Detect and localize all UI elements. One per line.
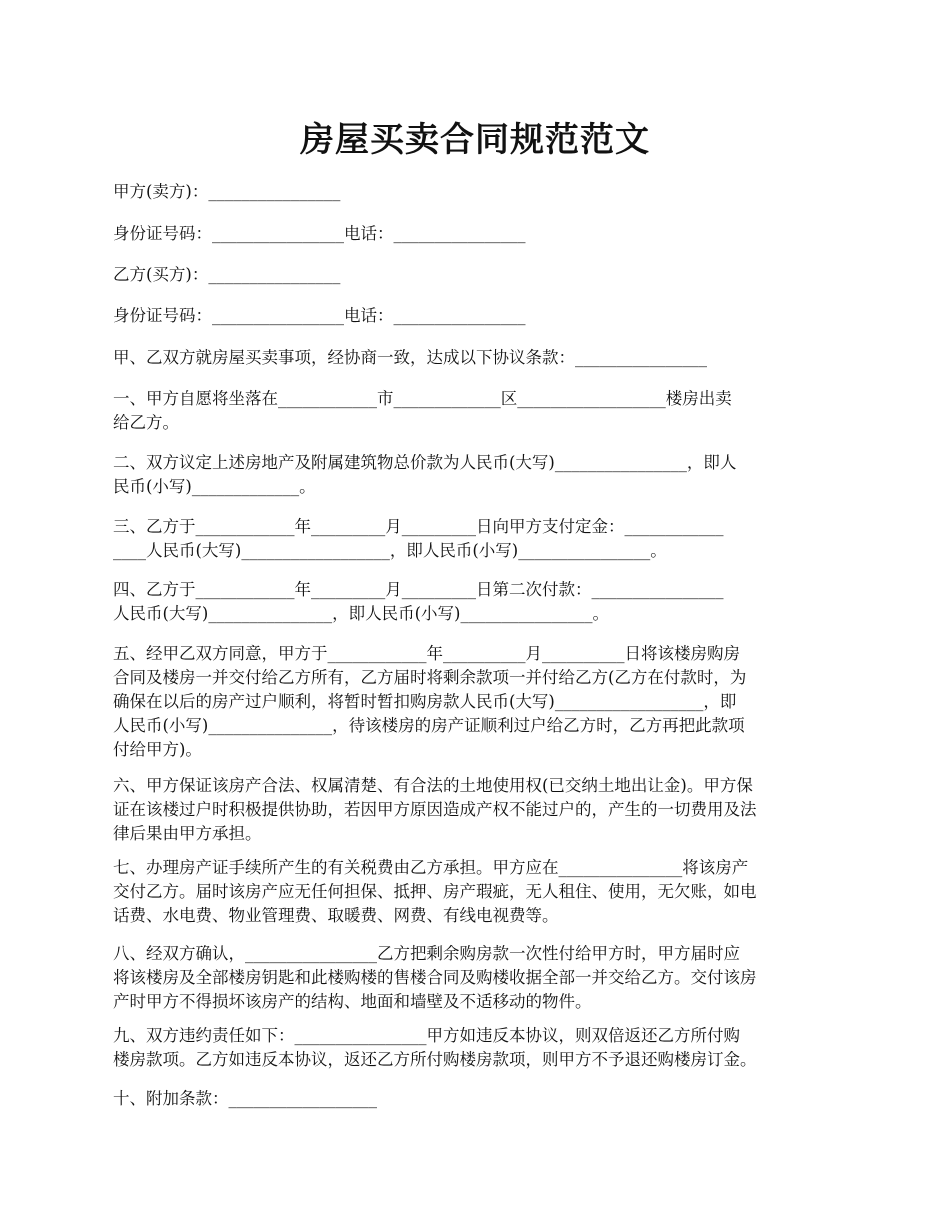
text-line: 身份证号码：________________电话：________________: [113, 224, 526, 243]
text-line: 甲、乙双方就房屋买卖事项，经协商一致，达成以下协议条款：________________: [113, 348, 707, 367]
text-line: 四、乙方于____________年_________月_________日第二次付款：________________: [113, 580, 724, 599]
clause-9: [113, 1024, 838, 1072]
text-line: 合同及楼房一并交付给乙方所有，乙方届时将剩余款项一并付给乙方(乙方在付款时，为: [113, 668, 747, 687]
buyer-party-field: [113, 263, 838, 287]
text-line: 八、经双方确认，________________乙方把剩余购房款一次性付给甲方时，甲方届时应: [113, 944, 740, 963]
text-line: 人民币(小写)_______________，待该楼房的房产证顺利过户给乙方时，乙方再把此款项: [113, 716, 745, 735]
text-line: 五、经甲乙双方同意，甲方于____________年__________月__________日将该楼房购房: [113, 644, 740, 663]
text-line: ____人民币(大写)__________________，即人民币(小写)________________。: [113, 541, 667, 560]
text-line: 付给甲方)。: [113, 740, 202, 759]
text-line: 人民币(大写)_______________，即人民币(小写)________________。: [113, 604, 609, 623]
text-line: 律后果由甲方承担。: [113, 824, 262, 843]
document-title: 房屋买卖合同规范范文: [300, 120, 650, 160]
text-line: 将该楼房及全部楼房钥匙和此楼购楼的售楼合同及购楼收据全部一并交给乙方。交付该房: [113, 968, 757, 987]
text-line: 产时甲方不得损坏该房产的结构、地面和墙壁及不适移动的物件。: [113, 992, 592, 1011]
text-line: 交付乙方。届时该房产应无任何担保、抵押、房产瑕疵，无人租住、使用，无欠账，如电: [113, 882, 757, 901]
clause-8: [113, 942, 838, 1014]
text-line: 一、甲方自愿将坐落在____________市_____________区__________________楼房出卖: [113, 389, 732, 408]
text-line: 证在该楼过户时积极提供协助，若因甲方原因造成产权不能过户的，产生的一切费用及法: [113, 800, 757, 819]
text-line: 九、双方违约责任如下：________________甲方如违反本协议，则双倍返还乙方所付购: [113, 1026, 740, 1045]
clause-7: [113, 856, 838, 928]
text-line: 话费、水电费、物业管理费、取暖费、网费、有线电视费等。: [113, 906, 559, 925]
clause-1: [113, 387, 838, 435]
clause-3: [113, 515, 838, 563]
seller-party-field: [113, 180, 838, 204]
clause-10: [113, 1087, 838, 1111]
text-line: 甲方(卖方)：________________: [113, 182, 341, 201]
text-line: 六、甲方保证该房产合法、权属清楚、有合法的土地使用权(已交纳土地出让金)。甲方保: [113, 776, 753, 795]
text-line: 三、乙方于____________年_________月_________日向甲方支付定金：____________: [113, 517, 724, 536]
clause-5: [113, 642, 838, 762]
text-line: 二、双方议定上述房地产及附属建筑物总价款为人民币(大写)________________，即人: [113, 453, 737, 472]
text-line: 七、办理房产证手续所产生的有关税费由乙方承担。甲方应在_______________将该房产: [113, 858, 749, 877]
seller-id-phone-field: [113, 222, 838, 246]
clause-4: [113, 578, 838, 626]
text-line: 身份证号码：________________电话：________________: [113, 306, 526, 325]
text-line: 十、附加条款：__________________: [113, 1089, 377, 1108]
text-line: 楼房款项。乙方如违反本协议，返还乙方所付购楼房款项，则甲方不予退还购楼房订金。: [113, 1050, 757, 1069]
text-line: 给乙方。: [113, 413, 179, 432]
text-line: 民币(小写)_____________。: [113, 477, 316, 496]
agreement-intro: [113, 346, 838, 370]
clause-6: [113, 774, 838, 846]
clause-2: [113, 451, 838, 499]
text-line: 确保在以后的房产过户顺利，将暂时暂扣购房款人民币(大写)__________________，即: [113, 692, 737, 711]
text-line: 乙方(买方)：________________: [113, 265, 341, 284]
buyer-id-phone-field: [113, 304, 838, 328]
